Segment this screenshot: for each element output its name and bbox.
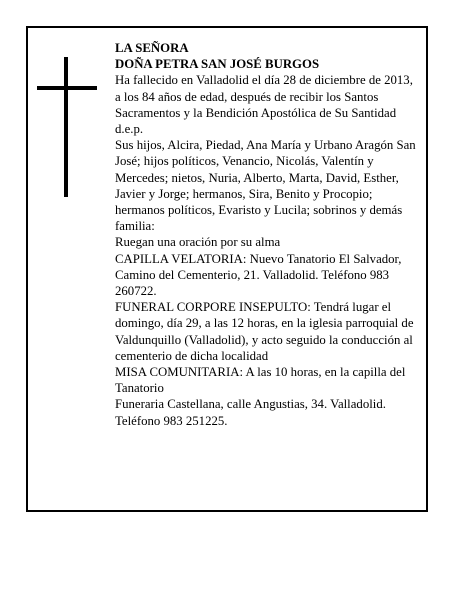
wake-paragraph: CAPILLA VELATORIA: Nuevo Tanatorio El Salvador, Camino del Cementerio, 21. Valladolid. Teléfono 983 260722.	[115, 251, 402, 299]
prayer-line: Ruegan una oración por su alma	[115, 235, 281, 250]
funeral-home-paragraph: Funeraria Castellana, calle Angustias, 34. Valladolid. Teléfono 983 251225.	[115, 397, 386, 428]
death-paragraph: Ha fallecido en Valladolid el día 28 de diciembre de 2013, a los 84 años de edad, después de recibir los Santos Sacramentos y la Bendición Apostólica de Su Santidad	[115, 73, 413, 120]
heading: LA SEÑORA	[115, 41, 189, 55]
cross-horizontal-bar	[37, 86, 97, 90]
obituary-text	[115, 40, 420, 429]
funeral-paragraph: FUNERAL CORPORE INSEPULTO: Tendrá lugar el domingo, día 29, a las 12 horas, en la iglesia parroquial de Valdunquillo (Valladolid), y acto seguido la conducción al cementerio de dicha localidad	[115, 300, 414, 363]
cross-vertical-bar	[64, 57, 68, 197]
deceased-name: DOÑA PETRA SAN JOSÉ BURGOS	[115, 57, 320, 72]
family-paragraph: Sus hijos, Alcira, Piedad, Ana María y Urbano Aragón San José; hijos políticos, Venancio, Nicolás, Valentín y Mercedes; nietos, Nuria, Alberto, Marta, David, Esther, Javier y Jorge; hermanos, Sira, Benito y Procopio; hermanos políticos, Evaristo y Lucila; sobrinos y demás familia:	[115, 138, 416, 234]
dep-line: d.e.p.	[115, 122, 144, 137]
mass-paragraph: MISA COMUNITARIA: A las 10 horas, en la capilla del Tanatorio	[115, 365, 406, 396]
